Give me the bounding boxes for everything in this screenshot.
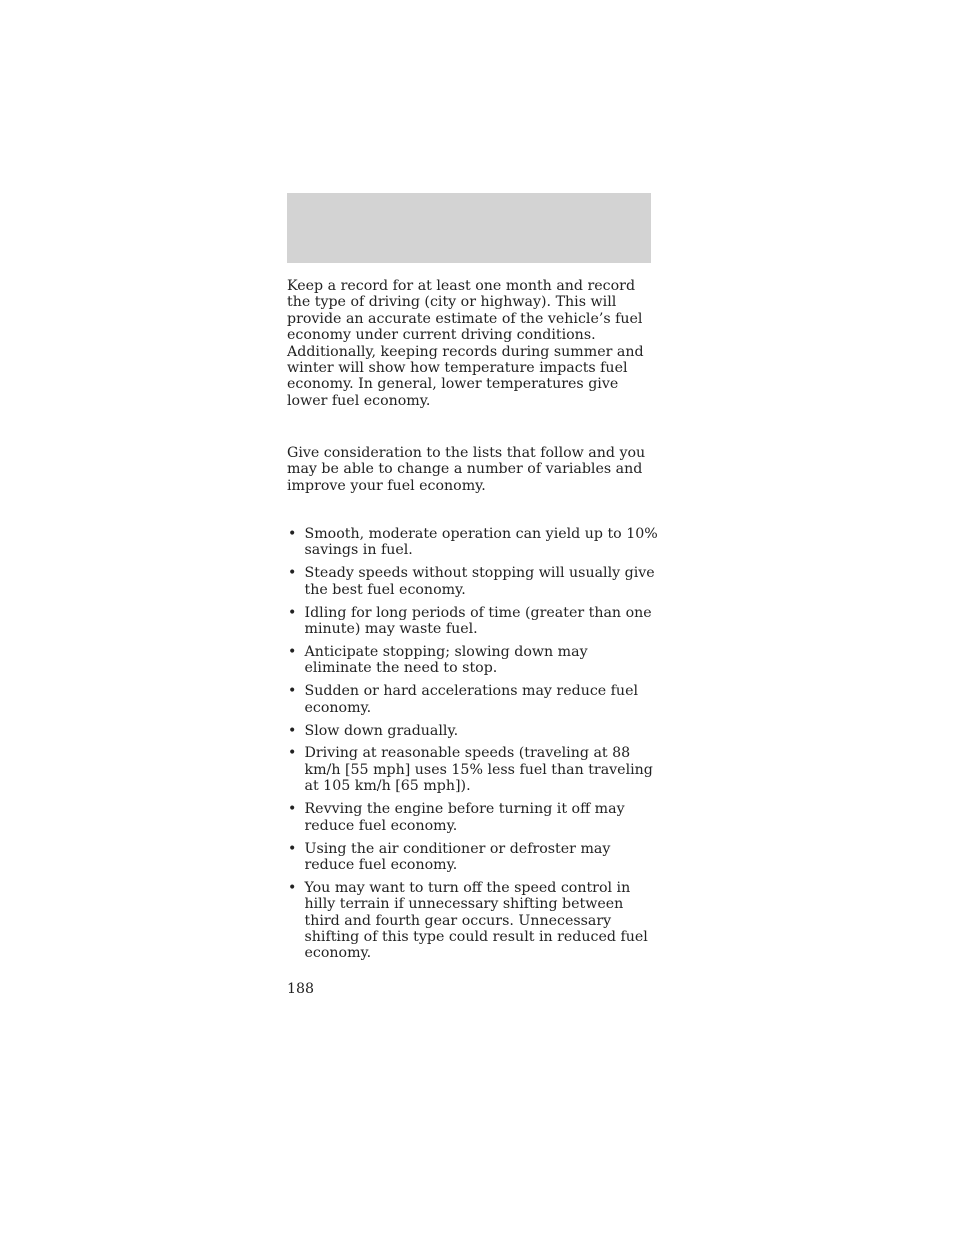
section-header-band xyxy=(287,193,651,263)
page-number: 188 xyxy=(287,981,315,997)
list-item-text: Idling for long periods of time (greater than one minute) may waste fuel. xyxy=(304,604,652,638)
list-item xyxy=(287,683,659,716)
bullet-icon: • xyxy=(288,526,297,542)
list-item-text: Sudden or hard accelerations may reduce fuel economy. xyxy=(304,683,639,716)
fuel-economy-tips-list xyxy=(287,526,659,968)
list-item-text: Steady speeds without stopping will usually give the best fuel economy. xyxy=(304,565,655,598)
list-item xyxy=(287,723,659,739)
list-item xyxy=(287,644,659,677)
record-keeping-paragraph: Keep a record for at least one month and record the type of driving (city or highway). This will provide an accurate estimate of the vehicle’s fuel economy under current driving conditions. Additionally, keeping records during summer and winter will show how temperature impacts fuel economy. In general, lower temperatures give lower fuel economy. xyxy=(287,278,644,409)
bullet-icon: • xyxy=(288,683,297,700)
bullet-icon: • xyxy=(288,840,297,857)
list-item-text: Anticipate stopping; slowing down may eliminate the need to stop. xyxy=(304,643,588,677)
bullet-icon: • xyxy=(288,879,297,896)
bullet-icon: • xyxy=(288,565,297,582)
consideration-paragraph: Give consideration to the lists that follow and you may be able to change a number of variables and improve your fuel economy. xyxy=(287,445,646,494)
list-item-text: Smooth, moderate operation can yield up to 10% savings in fuel. xyxy=(304,526,658,559)
list-item-text: Slow down gradually. xyxy=(304,722,459,739)
list-item-text: Using the air conditioner or defroster may reduce fuel economy. xyxy=(304,840,611,873)
list-item xyxy=(287,801,659,834)
bullet-icon: • xyxy=(288,604,297,621)
bullet-icon: • xyxy=(288,745,297,762)
list-item xyxy=(287,605,659,638)
list-item xyxy=(287,880,659,962)
list-item-text: Revving the engine before turning it off may reduce fuel economy. xyxy=(304,801,625,834)
list-item-text: You may want to turn off the speed control in hilly terrain if unnecessary shifting between third and fourth gear occurs. Unnecessary shifting of this type could result in reduced fuel economy. xyxy=(304,879,648,962)
list-item xyxy=(287,841,659,874)
bullet-icon: • xyxy=(288,801,297,818)
bullet-icon: • xyxy=(288,722,297,739)
list-item-text: Driving at reasonable speeds (traveling at 88 km/h [55 mph] uses 15% less fuel than traveling at 105 km/h [65 mph]). xyxy=(304,745,653,795)
list-item xyxy=(287,526,659,559)
list-item xyxy=(287,565,659,598)
list-item xyxy=(287,745,659,794)
bullet-icon: • xyxy=(288,643,297,660)
